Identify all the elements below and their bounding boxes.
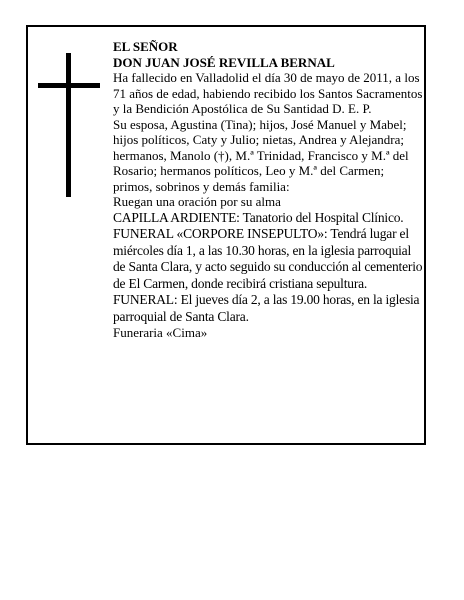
cross-horizontal-bar (38, 83, 100, 88)
funeral-second: FUNERAL: El jueves día 2, a las 19.00 horas, en la iglesia parroquial de Santa Clara. (113, 292, 420, 324)
deceased-name: DON JUAN JOSÉ REVILLA BERNAL (113, 54, 335, 70)
cross-icon (38, 53, 100, 197)
funeral-corpore-insepulto: FUNERAL «CORPORE INSEPULTO»: Tendrá lugar el miércoles día 1, a las 10.30 horas, en la iglesia parroquial de Santa Clara, y acto seguido su conducción al cementerio de El Carmen, donde recibirá cristiana sepultura. (113, 226, 423, 291)
obituary-prayer: Ruegan una oración por su alma (113, 194, 281, 209)
obituary-family: Su esposa, Agustina (Tina); hijos, José Manuel y Mabel; hijos políticos, Caty y Julio; nietas, Andrea y Alejandra; hermanos, Manolo (†), M.ª Trinidad, Francisco y M.ª del Rosario; hermanos políticos, Leo y M.ª del Carmen; primos, sobrinos y demás familia: (113, 116, 409, 194)
obituary-text (113, 39, 424, 341)
cross-vertical-bar (66, 53, 71, 197)
funeral-home: Funeraria «Cima» (113, 325, 208, 340)
obituary-intro: Ha fallecido en Valladolid el día 30 de mayo de 2011, a los 71 años de edad, habiendo recibido los Santos Sacramentos y la Bendición Apostólica de Su Santidad D. E. P. (113, 70, 423, 116)
chapel-info: CAPILLA ARDIENTE: Tanatorio del Hospital Clínico. (113, 209, 404, 225)
obituary-title: EL SEÑOR (113, 39, 178, 54)
